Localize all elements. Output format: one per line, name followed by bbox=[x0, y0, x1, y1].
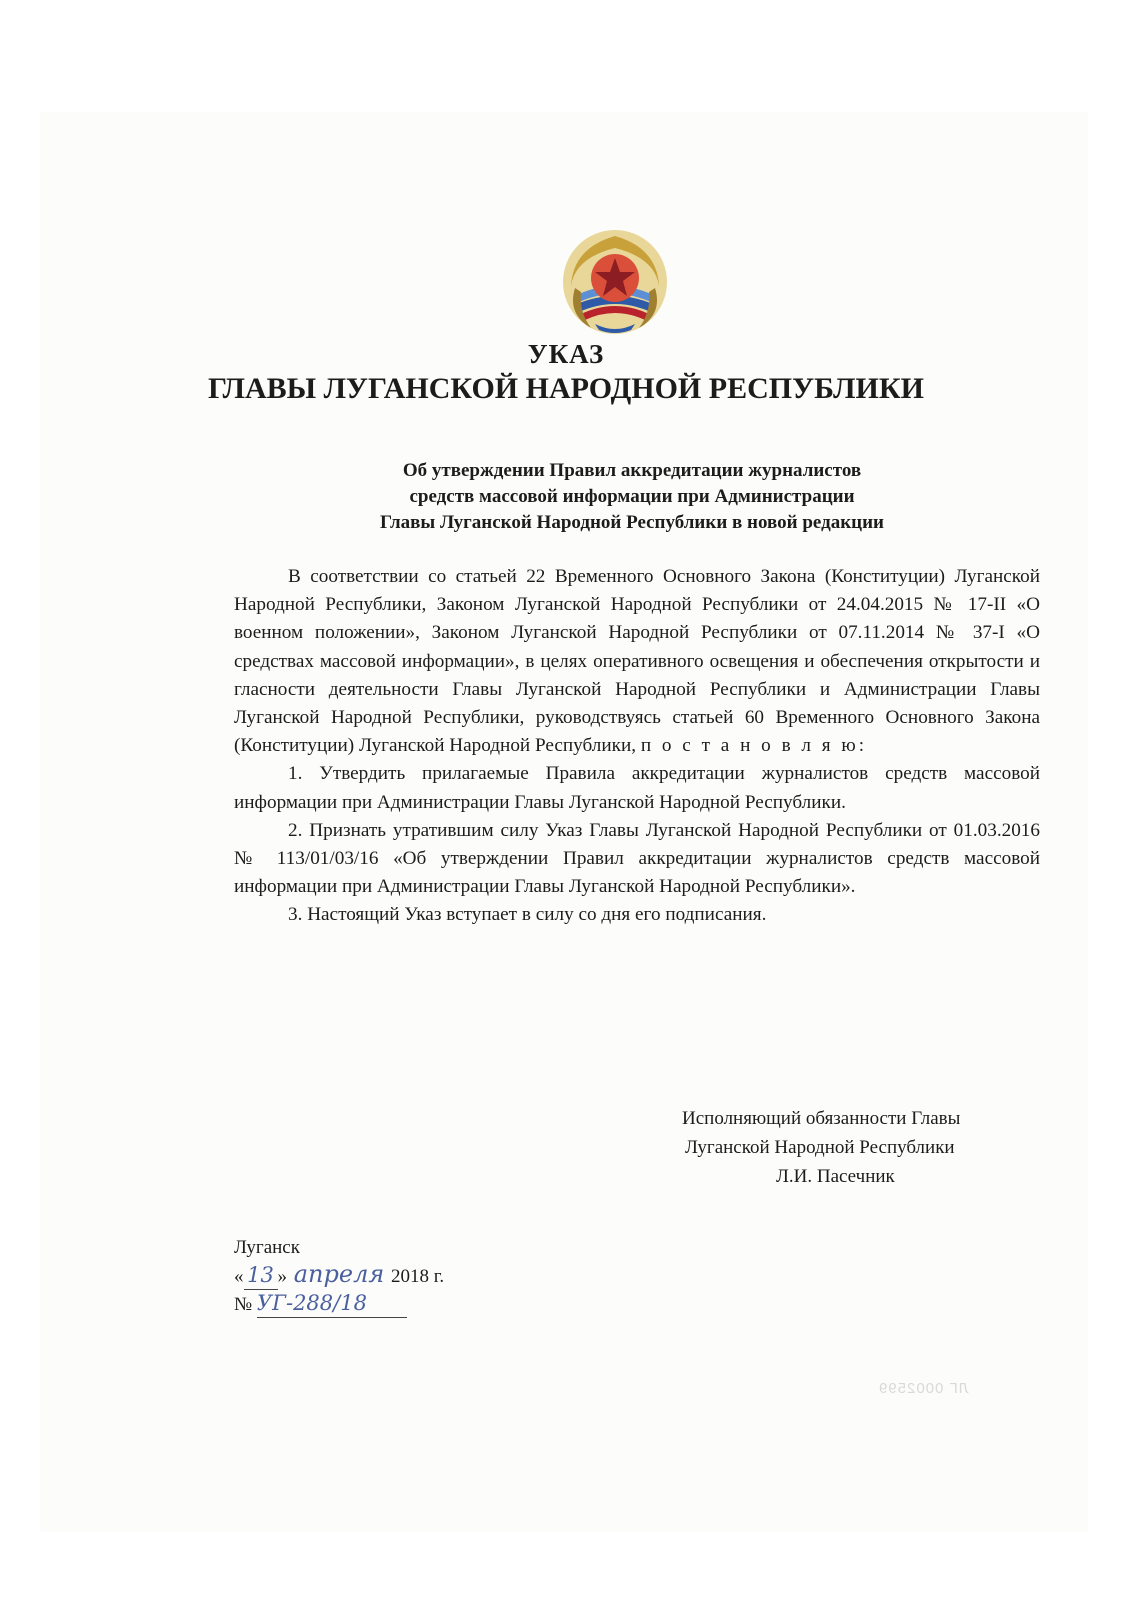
quote-open: « bbox=[234, 1266, 244, 1287]
coat-of-arms-icon bbox=[561, 228, 669, 336]
number-label: № bbox=[234, 1294, 253, 1315]
preamble-text: В соответствии со статьей 22 Временного Основного Закона (Конституции) Луганской Народной Республики, Законом Луганской Народной Республики от 24.04.2015 № 17-II «О военном положении», Законом Луганской Народной Республики от 07.11.2014 № 37-I «О средствах массовой информации», в целях оперативного освещения и обеспечения открытости и гласности деятельности Главы Луганской Народной Республики и Администрации Главы Луганской Народной Республики, руководствуясь статьей 60 Временного Основного Закона (Конституции) Луганской Народной Республики, bbox=[234, 566, 1040, 757]
handwritten-month: апреля bbox=[293, 1260, 385, 1288]
subject-line: Об утверждении Правил аккредитации журналистов bbox=[402, 460, 862, 481]
decree-body bbox=[234, 563, 1040, 930]
decree-subject bbox=[300, 458, 964, 536]
subject-line: Главы Луганской Народной Республики в новой редакции bbox=[380, 512, 884, 533]
signatory-name: Л.И. Пасечник bbox=[776, 1166, 895, 1187]
decree-word: п о с т а н о в л я ю: bbox=[640, 735, 868, 757]
number-line bbox=[234, 1290, 554, 1318]
issuer-title: ГЛАВЫ ЛУГАНСКОЙ НАРОДНОЙ РЕСПУБЛИКИ bbox=[208, 372, 924, 405]
signatory-position: Исполняющий обязанности Главы bbox=[682, 1108, 961, 1129]
handwritten-day: 13 bbox=[244, 1262, 278, 1290]
decree-item-1: 1. Утвердить прилагаемые Правила аккредитации журналистов средств массовой информации при Администрации Главы Луганской Народной Республики. bbox=[234, 763, 1040, 813]
signatory-organization: Луганской Народной Республики bbox=[685, 1137, 955, 1158]
signatory-block bbox=[640, 1104, 1100, 1191]
decree-item-3: 3. Настоящий Указ вступает в силу со дня его подписания. bbox=[288, 904, 767, 926]
date-line bbox=[234, 1261, 554, 1290]
form-serial-number: ЛГ 0002599 bbox=[878, 1380, 969, 1397]
decree-item-2: 2. Признать утратившим силу Указ Главы Луганской Народной Республики от 01.03.2016 № 113/01/03/16 «Об утверждении Правил аккредитации журналистов средств массовой информации при Администрации Главы Луганской Народной Республики». bbox=[234, 819, 1040, 898]
quote-close: » bbox=[277, 1266, 287, 1287]
subject-line: средств массовой информации при Администрации bbox=[409, 486, 855, 507]
place-and-date-block bbox=[234, 1234, 554, 1318]
document-type-title: УКАЗ bbox=[527, 339, 605, 369]
handwritten-number: УГ-288/18 bbox=[257, 1290, 407, 1318]
year: 2018 г. bbox=[391, 1266, 445, 1287]
city: Луганск bbox=[234, 1237, 300, 1258]
preamble-paragraph bbox=[234, 563, 1040, 760]
